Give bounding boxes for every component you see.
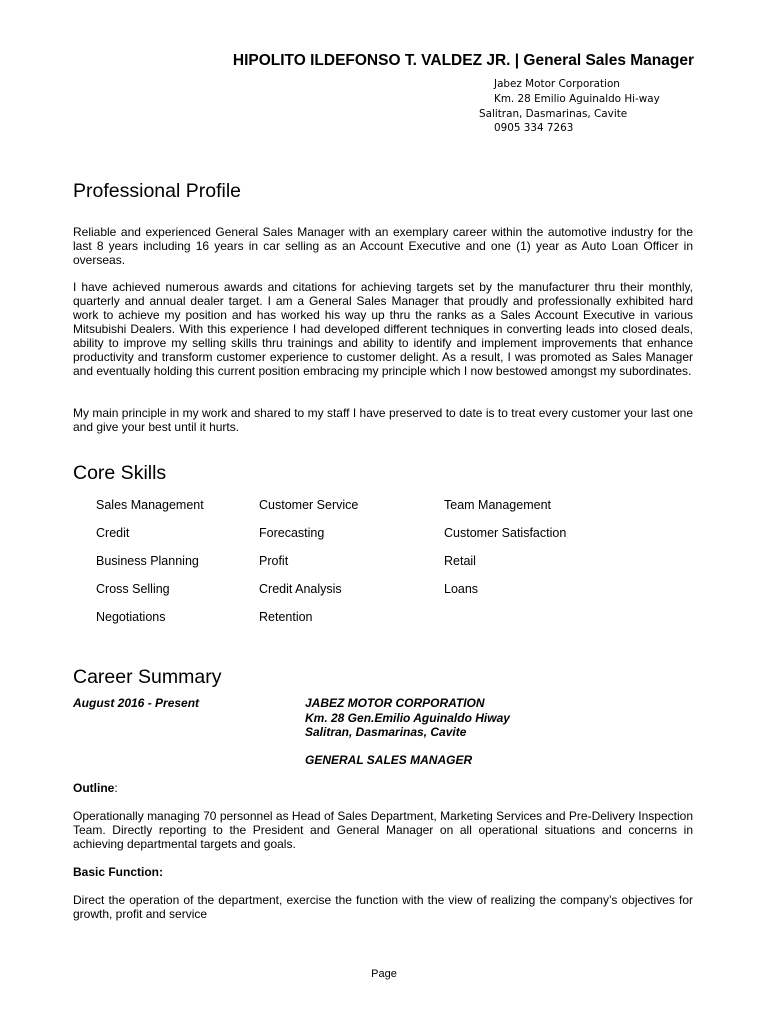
contact-address-line-2: Salitran, Dasmarinas, Cavite — [479, 107, 628, 120]
outline-text: Operationally managing 70 personnel as Head of Sales Department, Marketing Services and Pre-Delivery Inspection Team. Directly reporting to the President and General Manager on all operational situations and concerns in achieving departmental targets and goals. — [73, 809, 693, 851]
skill-item: Forecasting — [259, 526, 325, 540]
contact-address-line-1: Km. 28 Emilio Aguinaldo Hi-way — [494, 92, 660, 105]
skill-item: Retail — [444, 554, 476, 568]
profile-paragraph-2: I have achieved numerous awards and citations for achieving targets set by the manufacturer thru their monthly, quarterly and annual dealer target. I am a General Sales Manager that proudly and professionally exhibited hard work to achieve my position and has worked his way up thru the ranks as a Sales Account Executive in various Mitsubishi Dealers. With this experience I had developed different techniques in converting leads into closed deals, ability to improve my selling skills thru trainings and ability to identify and implement improvements that enhance productivity and transform customer experience to customer delight. As a result, I was promoted as Sales Manager and eventually holding this current position embracing my principle which I now bestowed amongst my subordinates. — [73, 280, 693, 378]
contact-block — [479, 77, 660, 136]
professional-profile-heading: Professional Profile — [73, 180, 241, 202]
skill-item: Credit Analysis — [259, 582, 342, 596]
skills-row — [96, 554, 616, 582]
basic-function-label — [73, 865, 163, 879]
core-skills-heading: Core Skills — [73, 462, 167, 484]
skills-row — [96, 582, 616, 610]
skill-item: Business Planning — [96, 554, 199, 568]
skill-item: Loans — [444, 582, 479, 596]
job-date-range: August 2016 - Present — [73, 696, 200, 710]
skill-item: Sales Management — [96, 498, 204, 512]
career-summary-heading: Career Summary — [73, 666, 222, 688]
outline-label-text: Outline — [73, 781, 115, 795]
skills-row — [96, 498, 616, 526]
resume-title: HIPOLITO ILDEFONSO T. VALDEZ JR. | General Sales Manager — [232, 52, 694, 69]
job-company-address-2: Salitran, Dasmarinas, Cavite — [305, 725, 467, 739]
skill-item: Team Management — [444, 498, 552, 512]
profile-paragraph-3: My main principle in my work and shared to my staff I have preserved to date is to treat every customer your last one and give your best until it hurts. — [73, 406, 693, 434]
skill-item: Credit — [96, 526, 130, 540]
basic-function-label-text: Basic Function: — [73, 865, 164, 879]
page-footer: Page — [371, 968, 397, 980]
job-company-name: JABEZ MOTOR CORPORATION — [305, 696, 485, 710]
job-company-address-1: Km. 28 Gen.Emilio Aguinaldo Hiway — [305, 710, 510, 725]
skill-item: Customer Service — [259, 498, 359, 512]
skill-item: Negotiations — [96, 610, 166, 624]
contact-company: Jabez Motor Corporation — [494, 78, 620, 90]
skill-item: Profit — [259, 554, 289, 568]
skills-row — [96, 526, 616, 554]
contact-phone: 0905 334 7263 — [494, 122, 574, 135]
skill-item: Retention — [259, 610, 313, 624]
core-skills-grid — [96, 498, 616, 638]
outline-label-colon: : — [114, 781, 118, 795]
skill-item: Customer Satisfaction — [444, 526, 567, 540]
skills-row — [96, 610, 616, 638]
job-position-title: GENERAL SALES MANAGER — [305, 753, 473, 767]
profile-paragraph-1: Reliable and experienced General Sales Manager with an exemplary career within the automotive industry for the last 8 years including 16 years in car selling as an Account Executive and one (1) year as Auto Loan Officer in overseas. — [73, 225, 693, 267]
outline-label — [73, 781, 118, 795]
skill-item: Cross Selling — [96, 582, 170, 596]
basic-function-text: Direct the operation of the department, exercise the function with the view of realizing the company’s objectives for growth, profit and service — [73, 893, 693, 921]
job-company-block — [305, 696, 510, 740]
